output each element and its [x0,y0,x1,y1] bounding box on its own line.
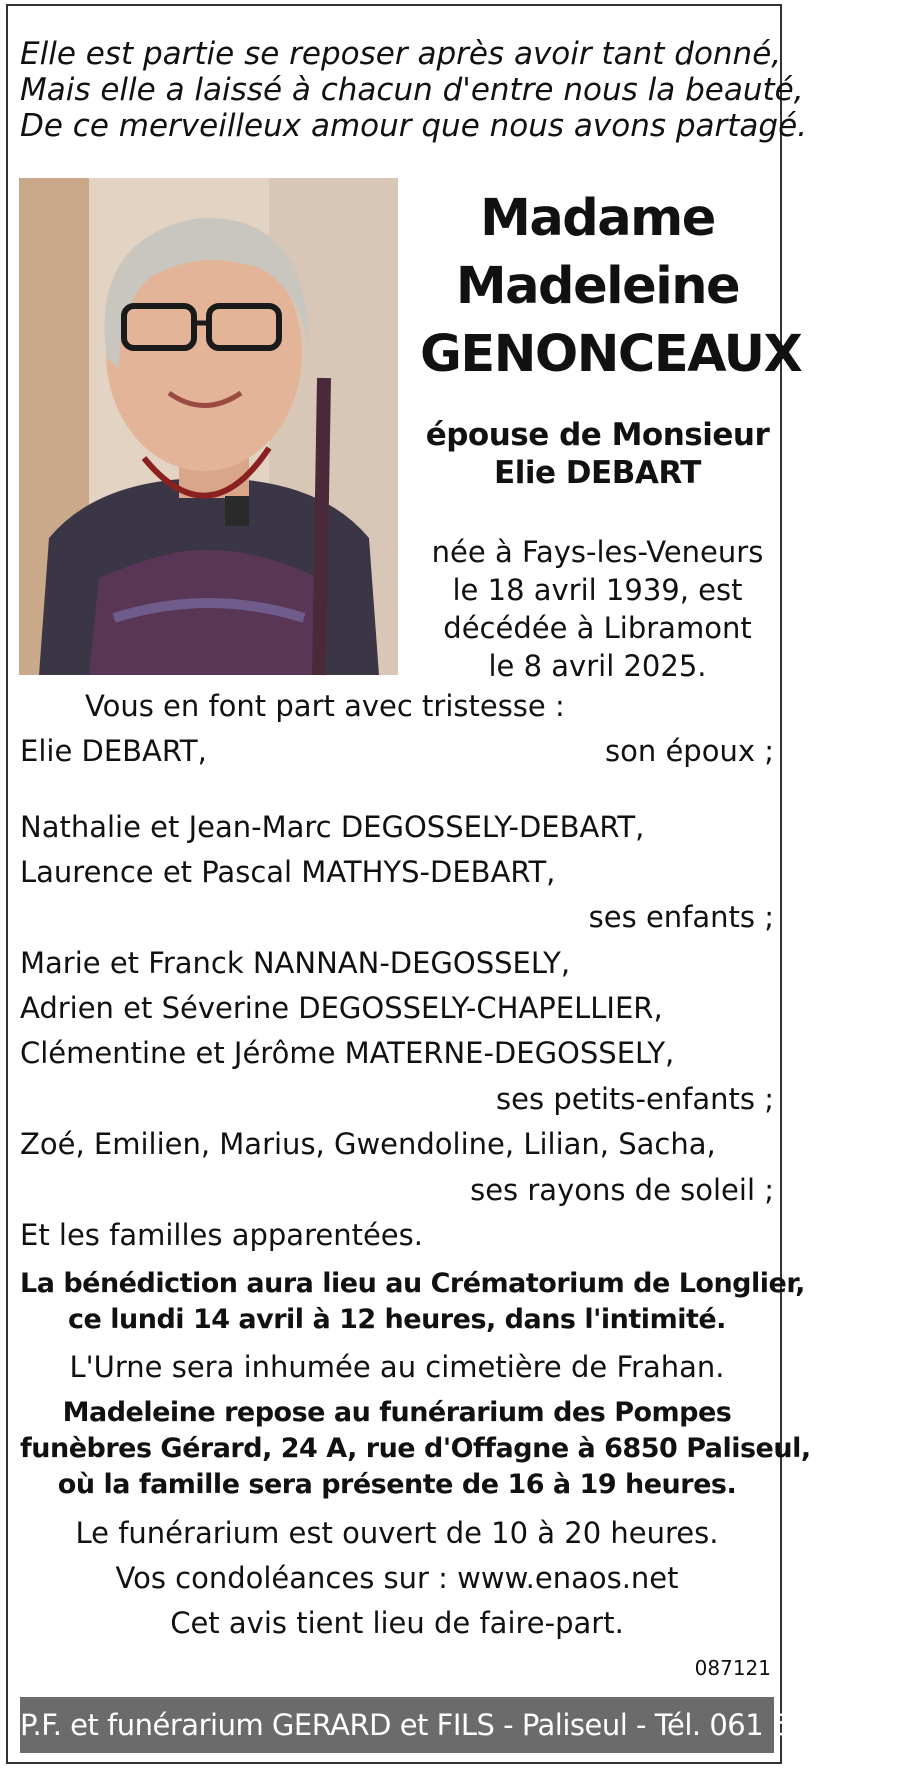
portrait-illustration [19,178,398,675]
condolences-link: Vos condoléances sur : www.enaos.net [115,1561,679,1595]
spouse-line: Elie DEBART [494,455,701,491]
great-grandchildren-relation: ses rayons de soleil ; [470,1173,774,1207]
funerarium-hours: Le funérarium est ouvert de 10 à 20 heures. [75,1516,719,1550]
birth-line: le 8 avril 2025. [488,649,707,683]
notice-statement: Cet avis tient lieu de faire-part. [170,1606,624,1640]
great-grandchildren: Zoé, Emilien, Marius, Gwendoline, Lilian, Sacha, [20,1127,716,1161]
grandchild-entry: Marie et Franck NANNAN-DEGOSSELY, [20,946,571,980]
name-line: Madame [480,189,715,248]
rest-line: funèbres Gérard, 24 A, rue d'Offagne à 6850 Paliseul, [20,1433,811,1464]
grandchild-entry: Clémentine et Jérôme MATERNE-DEGOSSELY, [20,1036,675,1070]
spouse-info [420,416,775,492]
poem-line: De ce merveilleux amour que nous avons partagé. [20,108,808,144]
related-families: Et les familles apparentées. [20,1218,423,1252]
deceased-name [420,185,802,389]
spouse-line: épouse de Monsieur [425,417,770,453]
rest-line: où la famille sera présente de 16 à 19 heures. [57,1469,737,1500]
poem-line: Elle est partie se reposer après avoir tant donné, [20,36,782,72]
funeral-home-footer: P.F. et funérarium GERARD et FILS - Paliseul - Tél. 061 53 32 84 [20,1697,774,1753]
notice-code: 087121 [694,1656,771,1680]
poem-line: Mais elle a laissé à chacun d'entre nous la beauté, [20,72,804,108]
blessing-line: ce lundi 14 avril à 12 heures, dans l'intimité. [68,1304,726,1335]
poem [20,36,808,144]
child-entry: Laurence et Pascal MATHYS-DEBART, [20,855,556,889]
children-relation: ses enfants ; [588,900,774,934]
grandchildren-relation: ses petits-enfants ; [496,1082,774,1116]
birth-line: le 18 avril 1939, est [452,573,743,607]
name-line: GENONCEAUX [420,325,802,384]
family-intro: Vous en font part avec tristesse : [85,689,565,723]
rest-line: Madeleine repose au funérarium des Pompes [62,1397,732,1428]
name-line: Madeleine [455,257,740,316]
grandchild-entry: Adrien et Séverine DEGOSSELY-CHAPELLIER, [20,991,663,1025]
spouse-name: Elie DEBART, [20,734,207,768]
spouse-relation: son époux ; [605,734,774,768]
birth-line: décédée à Libramont [443,611,752,645]
urn-info: L'Urne sera inhumée au cimetière de Frahan. [69,1350,725,1384]
portrait-photo [19,178,398,675]
blessing-line: La bénédiction aura lieu au Crématorium de Longlier, [20,1268,805,1299]
child-entry: Nathalie et Jean-Marc DEGOSSELY-DEBART, [20,810,645,844]
birth-death-info [420,533,775,685]
birth-line: née à Fays-les-Veneurs [431,535,764,569]
